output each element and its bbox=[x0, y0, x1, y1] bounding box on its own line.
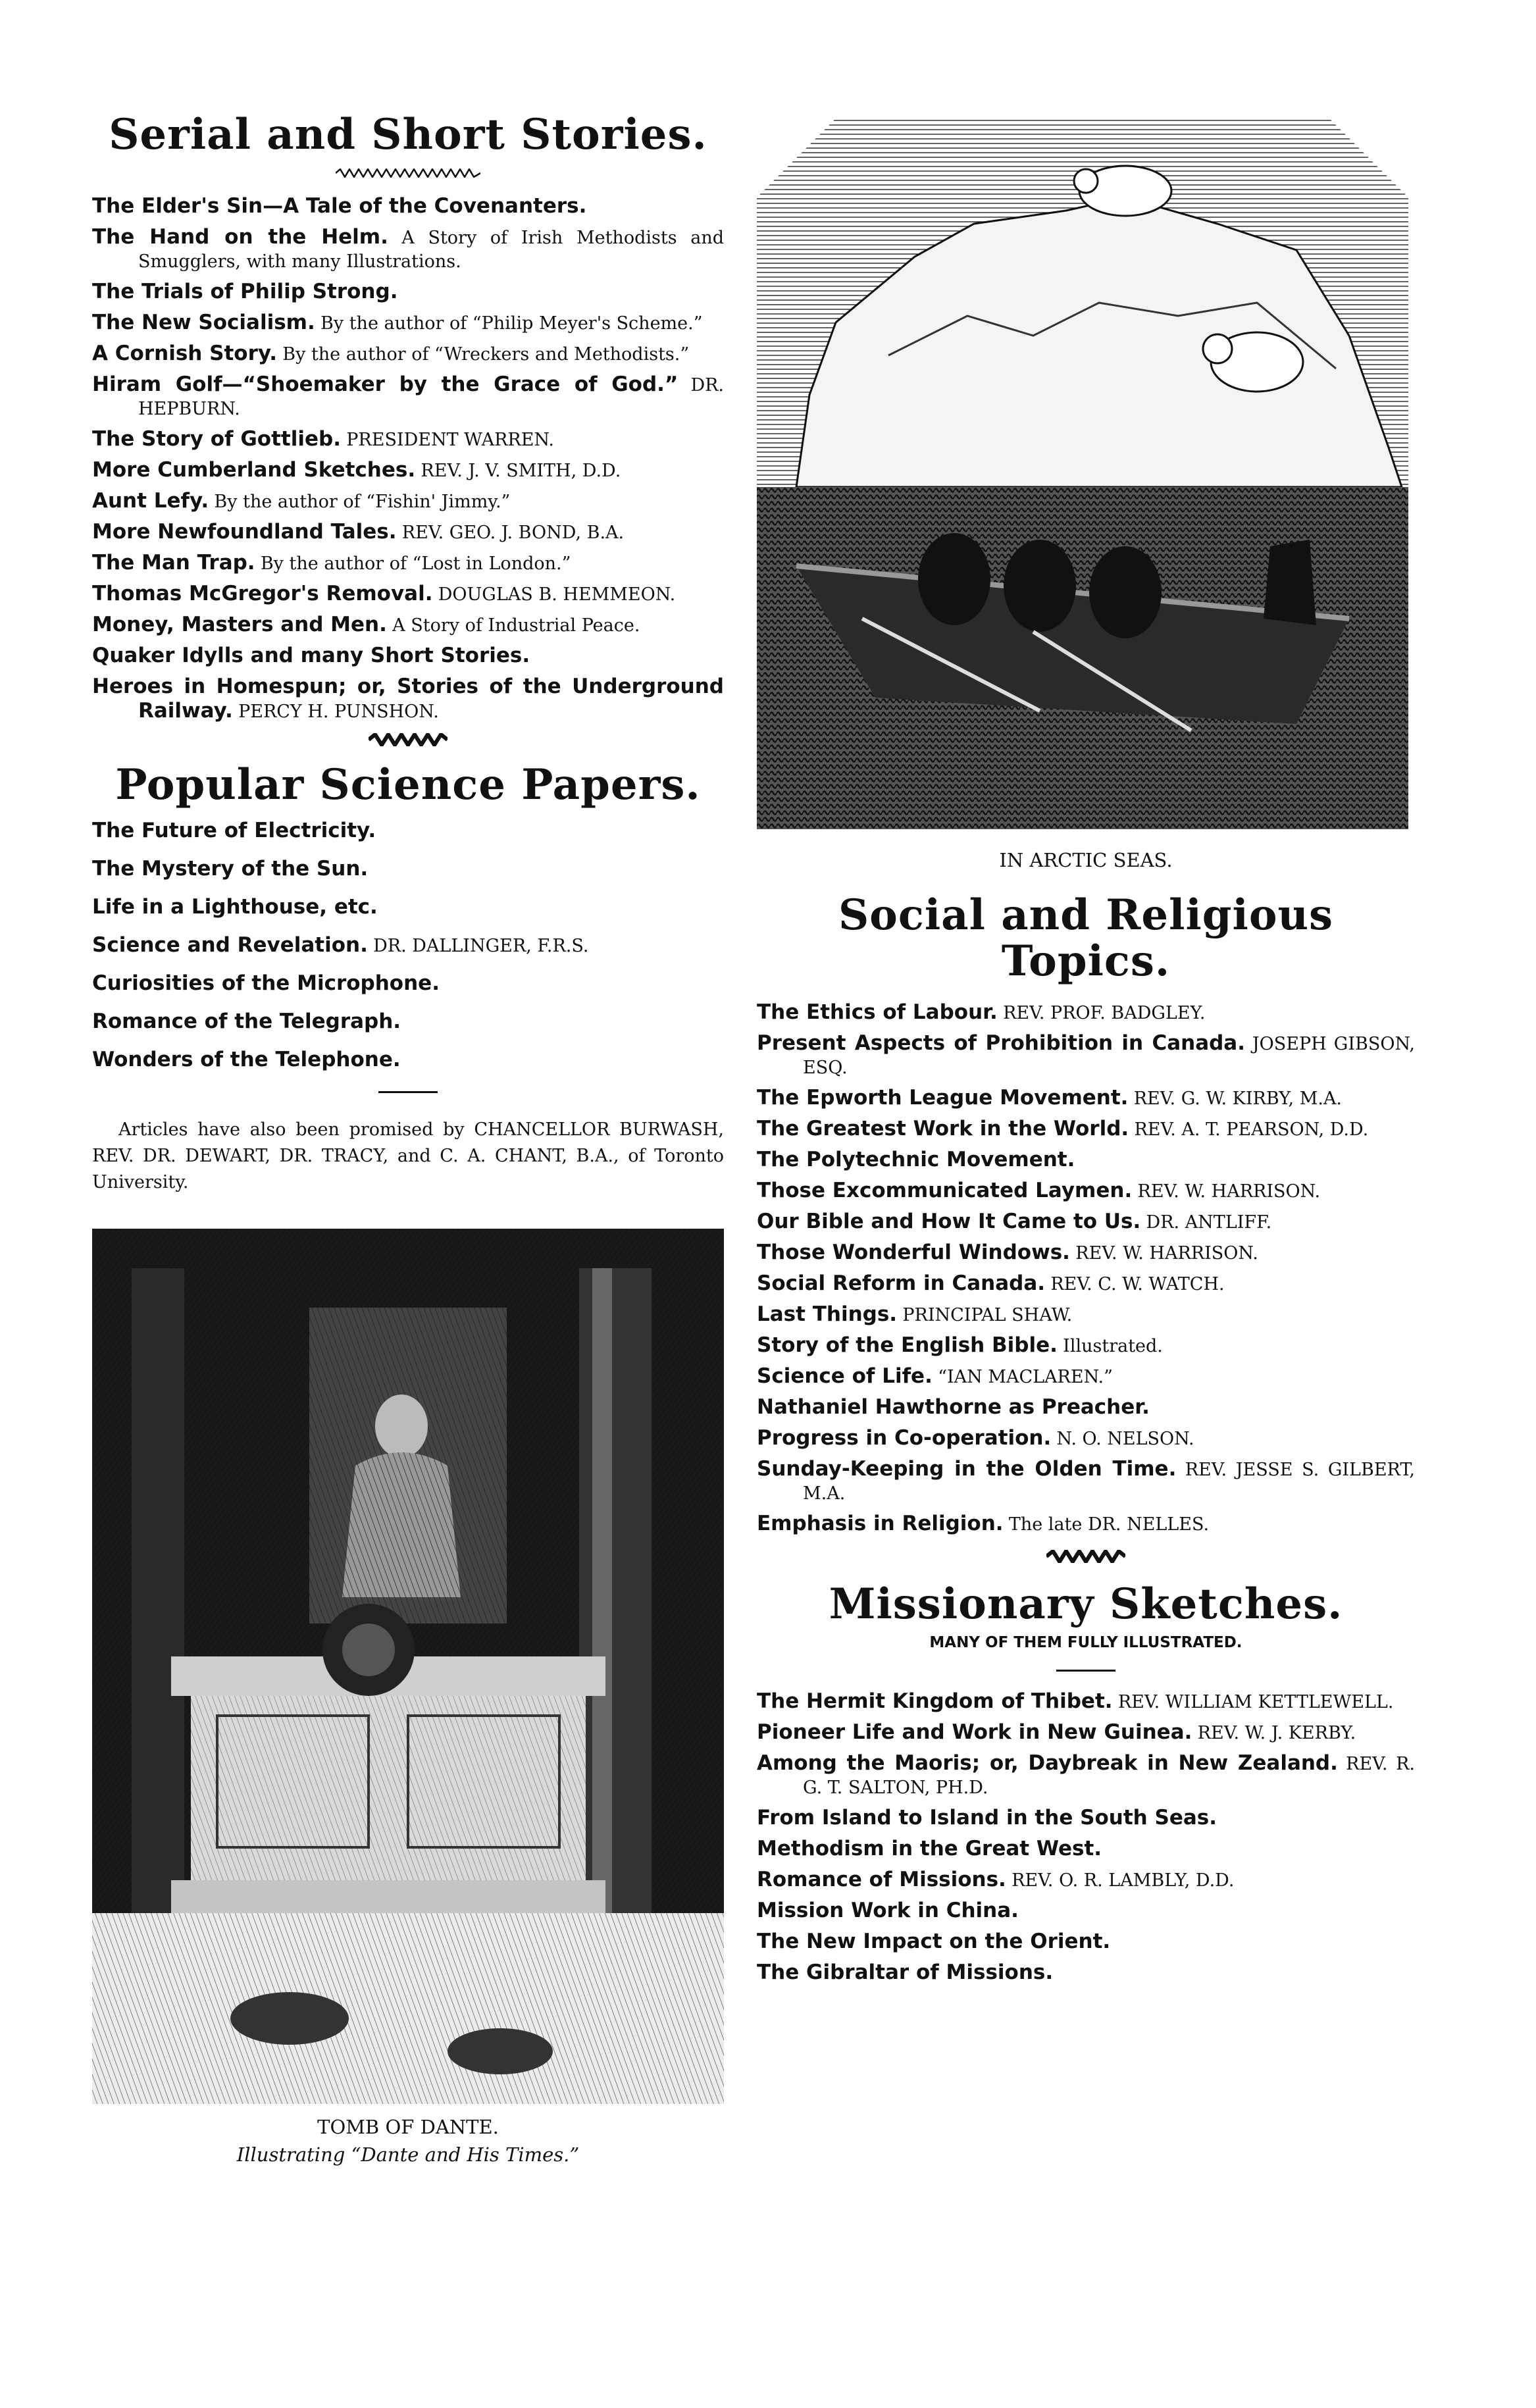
list-item bbox=[757, 1690, 1415, 1714]
entry-author: REV. R. G. T. SALTON, PH.D. bbox=[803, 1754, 1415, 1799]
entry-title: The Trials of Philip Strong. bbox=[92, 280, 398, 304]
dante-caption-italic: Illustrating “Dante and His Times.” bbox=[236, 2143, 580, 2166]
entry-author: REV. GEO. J. BOND, B.A. bbox=[401, 523, 625, 544]
entry-author: DOUGLAS B. HEMMEON. bbox=[438, 584, 676, 605]
entry-title: The New Impact on the Orient. bbox=[757, 1930, 1111, 1954]
tomb-of-dante-illustration bbox=[92, 1229, 724, 2104]
entry-author: A Story of Industrial Peace. bbox=[392, 615, 640, 636]
list-item bbox=[757, 1148, 1415, 1173]
list-item bbox=[92, 490, 724, 514]
entry-title: Romance of the Telegraph. bbox=[92, 1009, 401, 1033]
list-item bbox=[757, 1752, 1415, 1800]
entry-title: The Ethics of Labour. bbox=[757, 1000, 998, 1024]
science-note: Articles have also been promised by CHANCELLOR BURWASH, REV. DR. DEWART, DR. TRACY, and C. A. CHANT, B.A., of Toronto University. bbox=[92, 1119, 724, 1192]
entry-title: The Gibraltar of Missions. bbox=[757, 1960, 1054, 1985]
list-item bbox=[757, 1458, 1415, 1506]
entry-author: REV. J. V. SMITH, D.D. bbox=[421, 461, 621, 482]
list-item bbox=[757, 1179, 1415, 1204]
entry-title: Progress in Co-operation. bbox=[757, 1425, 1052, 1450]
list-item bbox=[757, 1087, 1415, 1111]
entry-title: Story of the English Bible. bbox=[757, 1333, 1058, 1357]
entry-author: DR. ANTLIFF. bbox=[1146, 1212, 1272, 1233]
serial-list bbox=[92, 195, 724, 724]
list-item bbox=[92, 1010, 724, 1035]
entry-title: The Greatest Work in the World. bbox=[757, 1116, 1129, 1140]
divider bbox=[1056, 1670, 1115, 1672]
list-item bbox=[92, 521, 724, 545]
entry-title: Curiosities of the Microphone. bbox=[92, 971, 440, 995]
arctic-seas-illustration bbox=[757, 118, 1408, 829]
list-item bbox=[92, 373, 724, 421]
entry-author: REV. W. HARRISON. bbox=[1075, 1242, 1258, 1264]
entry-title: Hiram Golf—“Shoemaker by the Grace of God.” bbox=[92, 372, 678, 397]
entry-title: Aunt Lefy. bbox=[92, 489, 209, 513]
right-column bbox=[757, 118, 1415, 1992]
list-item bbox=[92, 551, 724, 576]
entry-title: Sunday-Keeping in the Olden Time. bbox=[757, 1456, 1177, 1481]
entry-title: The Polytechnic Movement. bbox=[757, 1147, 1075, 1171]
entry-title: Quaker Idylls and many Short Stories. bbox=[92, 644, 530, 668]
entry-title: Science and Revelation. bbox=[92, 933, 368, 957]
list-item bbox=[757, 1721, 1415, 1745]
entry-author: The late DR. NELLES. bbox=[1008, 1514, 1210, 1535]
social-heading: Social and Religious Topics. bbox=[838, 890, 1334, 986]
entry-title: The Elder's Sin—A Tale of the Covenanters. bbox=[92, 194, 587, 218]
entry-title: A Cornish Story. bbox=[92, 342, 277, 366]
list-item bbox=[92, 644, 724, 669]
list-item bbox=[92, 896, 724, 920]
entry-author: A Story of Irish Methodists and Smugglers, with many Illustrations. bbox=[138, 228, 725, 272]
entry-title: The Story of Gottlieb. bbox=[92, 427, 341, 451]
entry-author: REV. A. T. PEARSON, D.D. bbox=[1134, 1119, 1369, 1140]
list-item bbox=[757, 1334, 1415, 1358]
list-item bbox=[92, 342, 724, 367]
entry-title: Our Bible and How It Came to Us. bbox=[757, 1209, 1141, 1233]
missionary-subheading: MANY OF THEM FULLY ILLUSTRATED. bbox=[929, 1634, 1242, 1652]
entry-author: REV. JESSE S. GILBERT, M.A. bbox=[803, 1459, 1416, 1504]
list-item bbox=[757, 1272, 1415, 1296]
entry-title: Those Wonderful Windows. bbox=[757, 1240, 1070, 1264]
entry-title: Thomas McGregor's Removal. bbox=[92, 582, 433, 606]
list-item bbox=[757, 1241, 1415, 1266]
entry-title: The Hermit Kingdom of Thibet. bbox=[757, 1689, 1113, 1714]
serial-heading: Serial and Short Stories. bbox=[109, 110, 707, 159]
entry-author: PRESIDENT WARREN. bbox=[346, 430, 554, 451]
entry-author: DR. DALLINGER, F.R.S. bbox=[373, 935, 589, 956]
missionary-list bbox=[757, 1690, 1415, 1985]
entry-title: More Cumberland Sketches. bbox=[92, 458, 416, 482]
engraving-image bbox=[757, 118, 1408, 829]
list-item bbox=[92, 972, 724, 996]
list-item bbox=[757, 1210, 1415, 1235]
entry-author: REV. O. R. LAMBLY, D.D. bbox=[1011, 1870, 1235, 1891]
ornament-squiggle bbox=[336, 168, 480, 178]
entry-title: Heroes in Homespun; or, Stories of the Underground Railway. bbox=[92, 675, 724, 723]
list-item bbox=[92, 582, 724, 607]
list-item bbox=[757, 1806, 1415, 1831]
entry-title: The New Socialism. bbox=[92, 311, 315, 335]
entry-title: Last Things. bbox=[757, 1302, 898, 1326]
entry-title: Methodism in the Great West. bbox=[757, 1837, 1102, 1861]
list-item bbox=[92, 195, 724, 219]
entry-title: Mission Work in China. bbox=[757, 1899, 1019, 1923]
left-column bbox=[92, 112, 724, 2168]
list-item bbox=[757, 1427, 1415, 1451]
entry-title: More Newfoundland Tales. bbox=[92, 520, 397, 544]
entry-author: JOSEPH GIBSON, ESQ. bbox=[803, 1033, 1415, 1078]
entry-title: Romance of Missions. bbox=[757, 1868, 1006, 1892]
entry-title: Among the Maoris; or, Daybreak in New Zealand. bbox=[757, 1751, 1338, 1776]
list-item bbox=[92, 819, 724, 844]
entry-title: The Hand on the Helm. bbox=[92, 225, 388, 249]
list-item bbox=[92, 934, 724, 958]
entry-author: By the author of “Wreckers and Methodists.” bbox=[282, 344, 690, 365]
entry-author: “IAN MACLAREN.” bbox=[938, 1366, 1113, 1387]
list-item bbox=[757, 1930, 1415, 1955]
entry-author: REV. C. W. WATCH. bbox=[1050, 1273, 1225, 1294]
entry-title: Wonders of the Telephone. bbox=[92, 1047, 401, 1071]
entry-title: From Island to Island in the South Seas. bbox=[757, 1806, 1217, 1830]
entry-author: By the author of “Philip Meyer's Scheme.” bbox=[320, 313, 703, 334]
list-item bbox=[92, 613, 724, 638]
engraving-image bbox=[92, 1229, 724, 2104]
list-item bbox=[92, 1048, 724, 1073]
list-item bbox=[92, 280, 724, 305]
list-item bbox=[92, 459, 724, 483]
entry-author: REV. W. HARRISON. bbox=[1137, 1181, 1321, 1202]
entry-author: By the author of “Fishin' Jimmy.” bbox=[214, 492, 511, 513]
entry-title: Nathaniel Hawthorne as Preacher. bbox=[757, 1395, 1150, 1419]
list-item bbox=[757, 1365, 1415, 1389]
list-item bbox=[757, 1032, 1415, 1080]
list-item bbox=[92, 226, 724, 274]
list-item bbox=[757, 1117, 1415, 1142]
entry-title: Science of Life. bbox=[757, 1364, 933, 1388]
ornament-squiggle bbox=[369, 733, 448, 746]
science-heading: Popular Science Papers. bbox=[115, 760, 701, 810]
list-item bbox=[92, 675, 724, 724]
entry-title: The Man Trap. bbox=[92, 551, 255, 575]
list-item bbox=[757, 1303, 1415, 1327]
entry-author: DR. HEPBURN. bbox=[138, 375, 724, 420]
entry-title: The Mystery of the Sun. bbox=[92, 856, 369, 881]
missionary-heading: Missionary Sketches. bbox=[829, 1579, 1343, 1629]
ornament-squiggle bbox=[1046, 1550, 1125, 1563]
list-item bbox=[757, 1899, 1415, 1924]
list-item bbox=[757, 1001, 1415, 1025]
entry-title: Pioneer Life and Work in New Guinea. bbox=[757, 1720, 1192, 1745]
dante-caption: TOMB OF DANTE. bbox=[317, 2115, 499, 2138]
divider bbox=[378, 1091, 438, 1093]
entry-author: N. O. NELSON. bbox=[1056, 1428, 1194, 1449]
entry-author: REV. PROF. BADGLEY. bbox=[1003, 1002, 1206, 1023]
entry-title: Life in a Lighthouse, etc. bbox=[92, 894, 378, 919]
list-item bbox=[757, 1396, 1415, 1420]
list-item bbox=[757, 1868, 1415, 1893]
list-item bbox=[92, 428, 724, 452]
entry-author: REV. G. W. KIRBY, M.A. bbox=[1133, 1088, 1343, 1109]
list-item bbox=[92, 311, 724, 336]
entry-author: PERCY H. PUNSHON. bbox=[238, 702, 439, 723]
entry-title: Emphasis in Religion. bbox=[757, 1511, 1004, 1535]
entry-title: Money, Masters and Men. bbox=[92, 613, 387, 637]
entry-author: Illustrated. bbox=[1063, 1335, 1163, 1356]
list-item bbox=[757, 1512, 1415, 1537]
entry-author: By the author of “Lost in London.” bbox=[260, 553, 571, 575]
entry-author: PRINCIPAL SHAW. bbox=[902, 1304, 1073, 1325]
list-item bbox=[757, 1837, 1415, 1862]
entry-title: The Future of Electricity. bbox=[92, 818, 376, 842]
list-item bbox=[92, 858, 724, 882]
entry-title: Social Reform in Canada. bbox=[757, 1271, 1046, 1295]
list-item bbox=[757, 1961, 1415, 1985]
entry-title: Present Aspects of Prohibition in Canada. bbox=[757, 1031, 1245, 1055]
entry-title: Those Excommunicated Laymen. bbox=[757, 1178, 1133, 1202]
entry-title: The Epworth League Movement. bbox=[757, 1085, 1129, 1110]
science-list bbox=[92, 819, 724, 1073]
entry-author: REV. WILLIAM KETTLEWELL. bbox=[1117, 1692, 1394, 1713]
arctic-caption: IN ARCTIC SEAS. bbox=[999, 849, 1173, 871]
social-list bbox=[757, 1001, 1415, 1537]
entry-author: REV. W. J. KERBY. bbox=[1197, 1723, 1356, 1744]
